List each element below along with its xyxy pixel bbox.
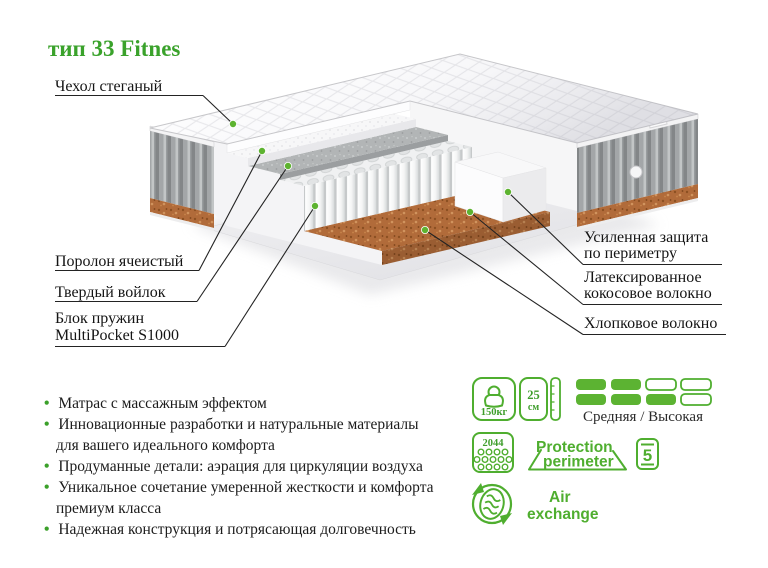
spec-badges (472, 378, 711, 525)
zones-count: 5 (642, 446, 653, 465)
label-cellular-foam-line1: Поролон ячеистый (55, 253, 184, 270)
label-spring-block-line2: MultiPocket S1000 (55, 326, 180, 344)
label-cotton-fiber-line1: Хлопковое волокно (584, 315, 718, 332)
label-quilted-cover-line1: Чехол стеганый (55, 78, 163, 95)
ruler-icon (551, 378, 560, 420)
firmness-bar-empty (646, 379, 676, 390)
feature-item (44, 393, 474, 414)
feature-item (44, 477, 474, 519)
protection-line1: Protection (536, 439, 613, 456)
label-quilted-cover (55, 79, 162, 96)
firmness-bar-filled (576, 379, 606, 390)
springs-count-value: 2044 (482, 438, 504, 449)
firmness-bar-empty (681, 379, 711, 390)
feature-text: Продуманные детали: аэрация для циркуляции воздуха (58, 458, 423, 475)
air-exchange-badge (472, 483, 512, 525)
label-cotton-fiber (584, 316, 717, 333)
firmness-bars (576, 379, 711, 405)
firmness-bar-filled (576, 394, 606, 405)
firmness-bar-empty (681, 394, 711, 405)
label-spring-block (55, 311, 179, 344)
firmness-bar-filled (611, 394, 641, 405)
feature-item (44, 456, 474, 477)
firmness-bar-filled (611, 379, 641, 390)
label-perimeter-protection (584, 230, 708, 261)
left-side-panel (150, 126, 214, 231)
feature-text: Надежная конструкция и потрясающая долговечность (58, 521, 416, 538)
feature-text: Уникальное сочетание умеренной жесткости и комфорта (58, 479, 434, 496)
label-spring-block-line1: Блок пружин (55, 310, 145, 327)
height-value: 25 (527, 388, 540, 402)
feature-text: Матрас с массажным эффектом (58, 395, 267, 412)
firmness-bar-filled (646, 394, 676, 405)
spring-coils-icon (474, 449, 512, 470)
page-title: тип 33 Fitnes (48, 36, 181, 61)
feature-list (44, 393, 474, 540)
protection-line2: perimeter (543, 453, 614, 471)
feature-item (44, 414, 474, 456)
label-coconut-coir-line1: Латексированное (584, 269, 702, 286)
firmness-label: Средняя / Высокая (583, 409, 703, 425)
label-cellular-foam (55, 254, 183, 271)
feature-item (44, 519, 474, 540)
feature-text-cont: премиум класса (56, 500, 162, 517)
label-perimeter-line1: Усиленная защита (584, 229, 709, 246)
label-hard-felt (55, 285, 166, 302)
air-line1: Air (549, 489, 571, 506)
label-coconut-coir (584, 270, 712, 301)
weight-value: 150кг (480, 407, 508, 418)
label-perimeter-line2: по периметру (584, 244, 677, 262)
aerator-vent (630, 166, 642, 178)
label-coconut-coir-line2: кокосовое волокно (584, 284, 712, 302)
height-unit: см (527, 402, 540, 413)
label-hard-felt-line1: Твердый войлок (55, 284, 166, 301)
feature-text: Инновационные разработки и натуральные материалы (58, 416, 419, 433)
air-line2: exchange (527, 506, 599, 523)
feature-text-cont: для вашего идеального комфорта (56, 437, 275, 454)
